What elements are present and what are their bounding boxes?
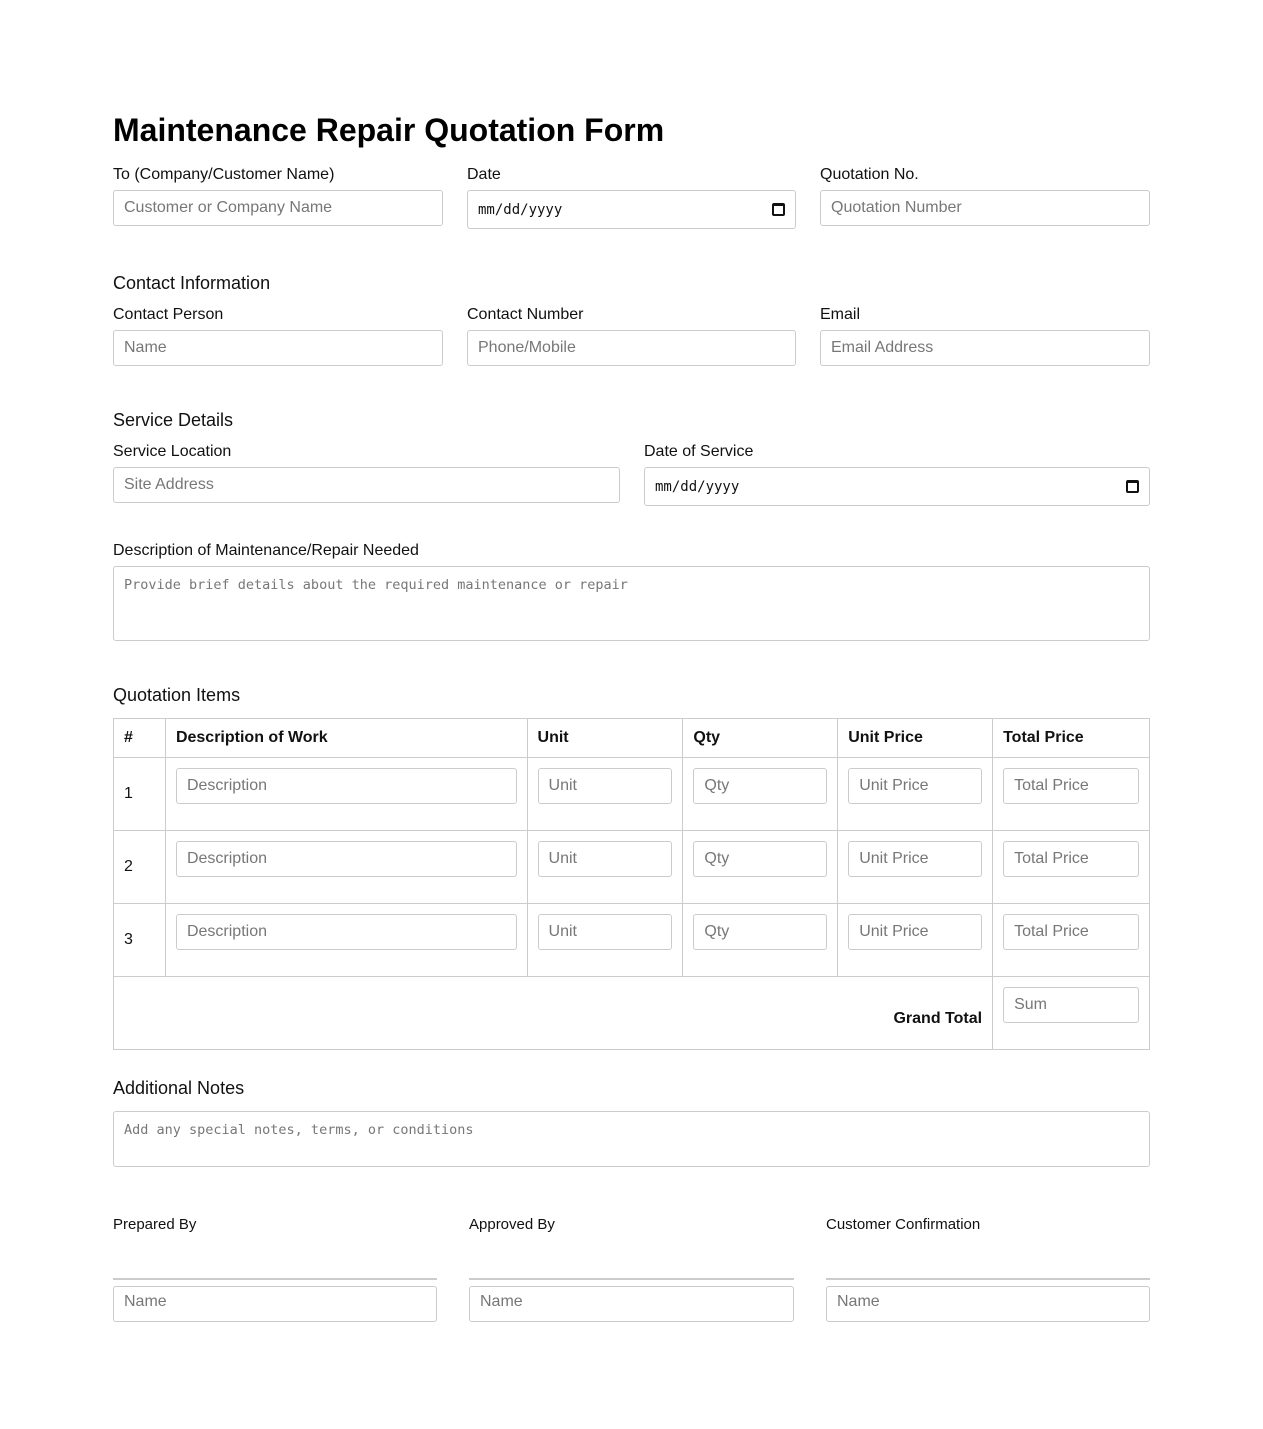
contact-number-label: Contact Number [467,306,584,323]
email-input[interactable]: Email Address [820,330,1150,366]
customer-confirmation-name-input[interactable]: Name [826,1286,1150,1322]
date-label: Date [467,166,501,183]
items-heading: Quotation Items [113,685,241,705]
calendar-icon[interactable] [772,203,785,216]
table-row [114,831,1150,904]
qty-input[interactable]: Qty [693,768,827,804]
unit-input[interactable]: Unit [538,841,673,877]
description-input[interactable]: Description [176,768,517,804]
unit-price-input[interactable]: Unit Price [848,768,982,804]
contact-heading: Contact Information [113,273,271,293]
date-input[interactable] [467,190,796,229]
table-header [114,719,1150,758]
email-label: Email [820,306,861,323]
service-date-label: Date of Service [644,443,754,460]
col-unit: Unit [527,719,683,758]
table-row [114,904,1150,977]
page-title: Maintenance Repair Quotation Form [113,112,665,148]
service-heading: Service Details [113,410,234,430]
description-label: Description of Maintenance/Repair Needed [113,542,419,559]
description-input[interactable]: Description [176,914,517,950]
col-total-price: Total Price [993,719,1150,758]
notes-heading: Additional Notes [113,1078,245,1098]
grand-total-label: Grand Total [114,977,993,1050]
signature-line [826,1278,1150,1280]
signature-line [469,1278,794,1280]
grand-total-input[interactable]: Sum [1003,987,1139,1023]
calendar-icon[interactable] [1126,480,1139,493]
row-number: 2 [114,831,166,904]
service-date-placeholder: mm/dd/yyyy [655,478,740,495]
col-qty: Qty [683,719,838,758]
approved-by-name-input[interactable]: Name [469,1286,794,1322]
contact-person-input[interactable]: Name [113,330,443,366]
customer-confirmation-label: Customer Confirmation [826,1216,981,1233]
row-number: 3 [114,904,166,977]
service-date-input[interactable] [644,467,1150,506]
prepared-by-label: Prepared By [113,1216,197,1233]
total-price-input[interactable]: Total Price [1003,914,1139,950]
to-label: To (Company/Customer Name) [113,166,335,183]
date-placeholder: mm/dd/yyyy [478,201,563,218]
quotation-items-table [113,718,1150,1050]
total-price-input[interactable]: Total Price [1003,841,1139,877]
approved-by-label: Approved By [469,1216,555,1233]
col-number: # [114,719,166,758]
description-input[interactable]: Description [176,841,517,877]
service-location-label: Service Location [113,443,232,460]
quotation-no-label: Quotation No. [820,166,919,183]
unit-price-input[interactable]: Unit Price [848,841,982,877]
description-textarea[interactable]: Provide brief details about the required maintenance or repair [113,566,1150,641]
table-row [114,758,1150,831]
contact-number-input[interactable]: Phone/Mobile [467,330,796,366]
customer-name-input[interactable]: Customer or Company Name [113,190,443,226]
qty-input[interactable]: Qty [693,841,827,877]
contact-person-label: Contact Person [113,306,224,323]
notes-textarea[interactable]: Add any special notes, terms, or conditions [113,1111,1150,1167]
signature-line [113,1278,437,1280]
quotation-number-input[interactable]: Quotation Number [820,190,1150,226]
col-unit-price: Unit Price [838,719,993,758]
unit-price-input[interactable]: Unit Price [848,914,982,950]
unit-input[interactable]: Unit [538,768,673,804]
prepared-by-name-input[interactable]: Name [113,1286,437,1322]
total-price-input[interactable]: Total Price [1003,768,1139,804]
col-description: Description of Work [165,719,527,758]
grand-total-row [114,977,1150,1050]
service-location-input[interactable]: Site Address [113,467,620,503]
row-number: 1 [114,758,166,831]
qty-input[interactable]: Qty [693,914,827,950]
unit-input[interactable]: Unit [538,914,673,950]
